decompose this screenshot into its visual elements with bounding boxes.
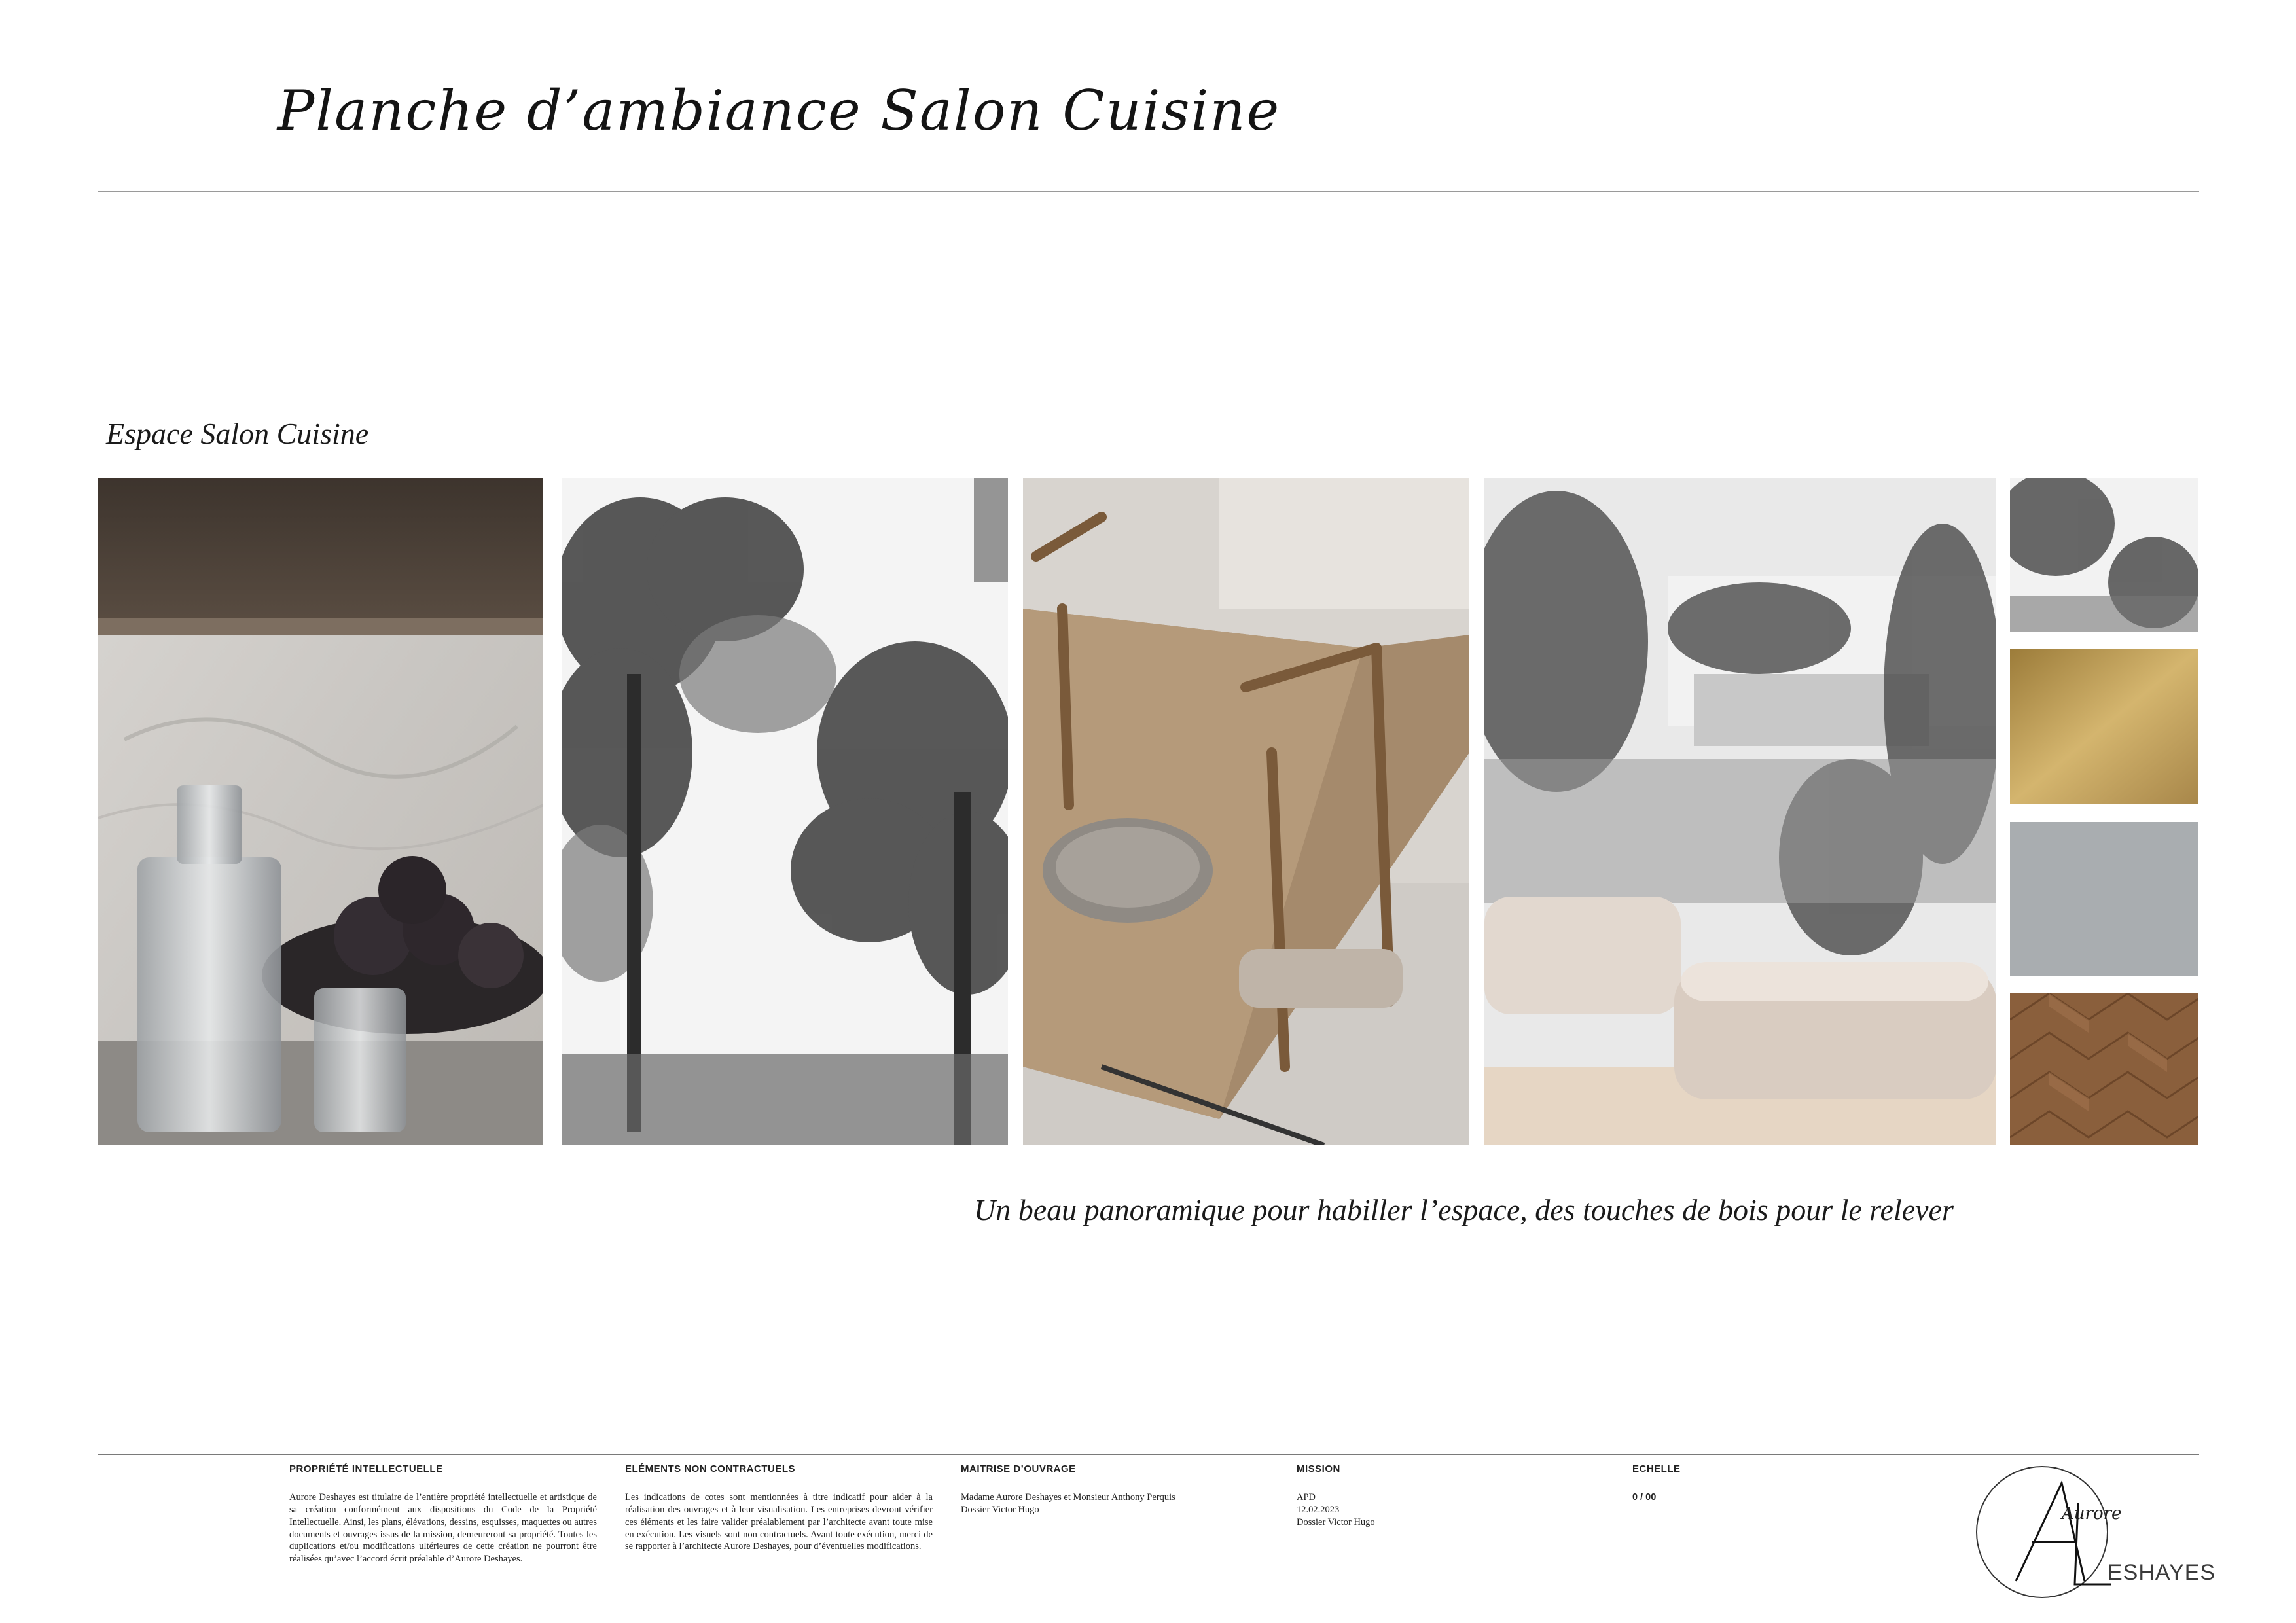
logo-script-text: Aurore bbox=[2062, 1504, 2122, 1524]
footer-text: APD bbox=[1297, 1492, 1316, 1503]
footer-text: Madame Aurore Deshayes et Monsieur Anthony Perquis bbox=[961, 1492, 1175, 1503]
footer-text: 0 / 00 bbox=[1632, 1492, 1657, 1503]
herringbone-wood-swatch bbox=[2010, 993, 2198, 1145]
footer-text: 12.02.2023 bbox=[1297, 1504, 1340, 1515]
footer-text: Dossier Victor Hugo bbox=[961, 1504, 1039, 1515]
footer-heading: ELÉMENTS NON CONTRACTUELS bbox=[625, 1463, 795, 1474]
logo-name-text: ESHAYES bbox=[2108, 1560, 2216, 1585]
brass-swatch bbox=[2010, 649, 2198, 804]
footer-text: Dossier Victor Hugo bbox=[1297, 1516, 1375, 1527]
header-divider bbox=[98, 191, 2199, 192]
footer-heading: ECHELLE bbox=[1632, 1463, 1681, 1474]
footer-heading: PROPRIÉTÉ INTELLECTUELLE bbox=[289, 1463, 443, 1474]
toile-detail-swatch bbox=[2010, 478, 2198, 632]
section-label: Espace Salon Cuisine bbox=[106, 417, 369, 450]
footer-column-non-contractual bbox=[625, 1463, 933, 1553]
toile-tree-mural-image bbox=[562, 478, 1008, 1145]
footer-column-client bbox=[961, 1463, 1268, 1516]
living-room-mural-image bbox=[1484, 478, 1996, 1145]
wood-dining-table-image bbox=[1023, 478, 1469, 1145]
page-title: Planche d’ambiance Salon Cuisine bbox=[277, 79, 1281, 143]
footer-heading: MAITRISE D’OUVRAGE bbox=[961, 1463, 1076, 1474]
footer-divider bbox=[98, 1454, 2199, 1455]
footer-column-mission bbox=[1297, 1463, 1604, 1529]
aurore-deshayes-logo bbox=[1970, 1463, 2216, 1601]
footer-text: Les indications de cotes sont mentionnées à titre indicatif pour aider à la réalisation des ouvrages et à leur visualisation. Les entreprises devront vérifier ces éléments et les faire valider préalablement par l’architecte avant toute mise en exécution. Les visuels sont non contractuels. Avant toute exécution, merci de se rapporter à l’architecte Aurore Deshayes, pour d’éventuelles modifications. bbox=[625, 1492, 933, 1552]
footer-heading: MISSION bbox=[1297, 1463, 1340, 1474]
grey-swatch bbox=[2010, 822, 2198, 976]
kitchen-carafe-image bbox=[98, 478, 543, 1145]
footer-text: Aurore Deshayes est titulaire de l’entière propriété intellectuelle et artistique de sa création conformément aux dispositions du Code de la Propriété Intellectuelle. Ainsi, les plans, élévations, dessins, esquisses, maquettes ou autres documents et ouvrages issus de la mission, demeureront sa propriété. Toutes les duplications et/ou modifications ultérieures de cette création ne pourront être réalisées qu’avec l’accord écrit préalable d’Aurore Deshayes. bbox=[289, 1492, 597, 1565]
tagline: Un beau panoramique pour habiller l’espace, des touches de bois pour le relever bbox=[974, 1193, 1954, 1226]
footer-column-scale bbox=[1632, 1463, 1940, 1504]
footer-column-intellectual-property bbox=[289, 1463, 597, 1565]
